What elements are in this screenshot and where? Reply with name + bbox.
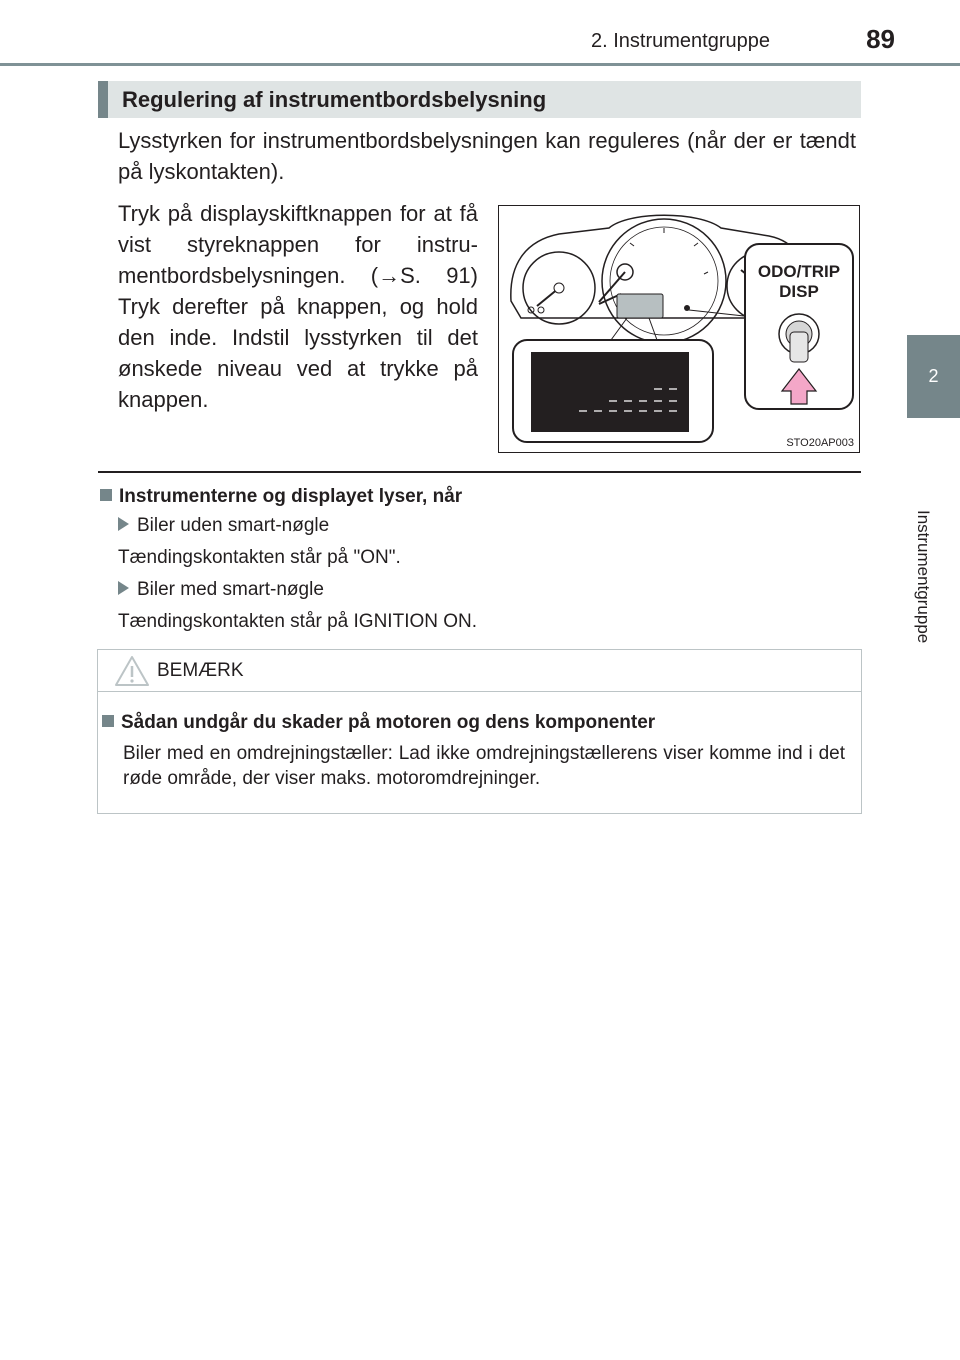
speedometer-gauge: [602, 219, 726, 343]
header-rule: [0, 63, 960, 66]
case2-label: [118, 579, 324, 601]
button-label-line1: ODO/TRIP: [757, 262, 841, 281]
square-bullet-icon: [100, 489, 112, 501]
chapter-number: 2: [928, 366, 939, 386]
notice-body: Biler med en omdrejningstæller: Lad ikke omdrejningstællerens viser komme ind i det røde område, der viser maks. motoromdrejninger.: [123, 743, 845, 789]
figure-id: STO20AP003: [786, 437, 854, 449]
notice-header: [98, 650, 861, 692]
lcd-display: [617, 294, 663, 318]
button-label-line2: DISP: [779, 282, 819, 301]
case1-text: Tændingskontakten står på "ON".: [118, 547, 401, 568]
info-heading: [100, 486, 462, 508]
notice-title: BEMÆRK: [157, 660, 244, 681]
section-heading: Regulering af instrumentbordsbelysning: [98, 81, 861, 118]
notice-heading: [102, 712, 655, 734]
case2-text: Tændingskontakten står på IGNITION ON.: [118, 611, 478, 632]
intro-paragraph: Lysstyrken for instrumentbordsbelysningen kan reguleres (når der er tændt på lyskontakten).: [118, 128, 856, 184]
case1-label-text: Biler uden smart-nøgle: [137, 515, 330, 536]
instrument-cluster-illustration: [499, 206, 858, 451]
notice-box: [97, 649, 862, 814]
notice-heading-text: Sådan undgår du skader på motoren og dens komponenter: [121, 712, 656, 733]
triangle-bullet-icon: [118, 517, 129, 531]
section-divider: [98, 471, 861, 473]
running-header: 2. Instrumentgruppe: [591, 30, 770, 52]
instrument-cluster-figure: [498, 205, 860, 453]
display-closeup: [531, 352, 689, 432]
triangle-bullet-icon: [118, 581, 129, 595]
instruction-paragraph: Tryk på displayskiftknappen for at få vist styreknappen for instru-mentbordsbelysningen. (→S. 91) Tryk derefter på knappen, og hold den inde. Indstil lysstyrken til det ønskede niveau ved at trykke på knappen.: [118, 201, 478, 412]
info-heading-text: Instrumenterne og displayet lyser, når: [119, 486, 463, 507]
page-number: 89: [866, 24, 895, 54]
chapter-tab: [907, 335, 960, 418]
warning-triangle-icon: [114, 655, 150, 687]
case1-label: [118, 515, 329, 537]
chapter-side-label: Instrumentgruppe: [914, 510, 933, 644]
case2-label-text: Biler med smart-nøgle: [137, 579, 324, 600]
square-bullet-icon: [102, 715, 114, 727]
odo-trip-disp-label: [749, 262, 849, 302]
